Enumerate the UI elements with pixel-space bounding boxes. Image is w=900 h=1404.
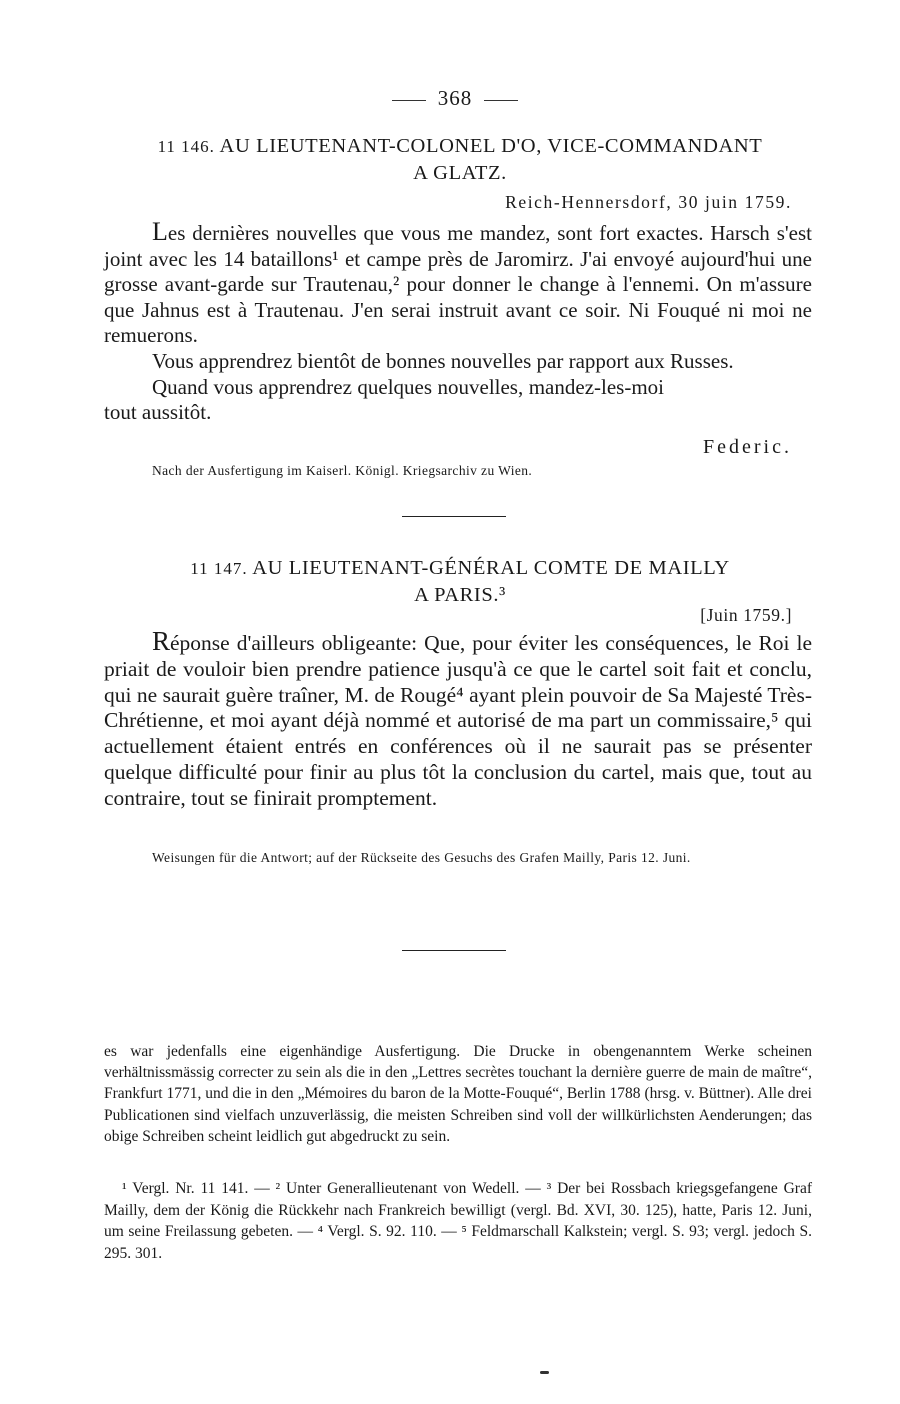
- letter-2-paragraph: Réponse d'ailleurs obligeante: Que, pour éviter les conséquences, le Roi le priait de vouloir bien prendre patience jusqu'à ce que le cartel soit fait et conclu, qui ne saurait guère traîner, M. de Rougé⁴ ayant plein pouvoir de Sa Majesté Très-Chrétienne, et moi ayant déjà nommé et autorisé de ma part un commissaire,⁵ qui actuellement étaient entrés en conférences où il ne saurait pas se présenter quelque difficulté pour finir au plus tôt la conclusion du cartel, mais que, tout au contraire, tout se finirait promptement.: [104, 626, 812, 810]
- footnotes: ¹ Vergl. Nr. 11 141. — ² Unter Generallieutenant von Wedell. — ³ Der bei Rossbach kriegsgefangene Graf Mailly, dem der König die Rückkehr nach Frankreich bewilligt (vergl. Bd. XVI, 30. 125), hatte, Paris 12. Juni, um seine Freilassung gebeten. — ⁴ Vergl. S. 92. 110. — ⁵ Feldmarschall Kalkstein; vergl. S. 93; vergl. jedoch S. 295. 301.: [104, 1180, 812, 1262]
- section-divider-1: [402, 516, 506, 517]
- letter-1-body: [104, 219, 812, 426]
- page-number: 368: [0, 86, 900, 111]
- letter-1-paragraph-2: Vous apprendrez bientôt de bonnes nouvelles par rapport aux Russes.: [152, 348, 734, 373]
- letter-2-source: Weisungen für die Antwort; auf der Rückseite des Gesuchs des Grafen Mailly, Paris 12. Juni.: [152, 850, 691, 865]
- letter-1-place-date: Reich-Hennersdorf, 30 juin 1759.: [505, 192, 792, 212]
- letter-1-source: Nach der Ausfertigung im Kaiserl. Königl. Kriegsarchiv zu Wien.: [152, 463, 533, 478]
- letter-2-body: [104, 626, 812, 812]
- letter-1-paragraph-1: Les dernières nouvelles que vous me mandez, sont fort exactes. Harsch s'est joint avec les 14 bataillons¹ et campe près de Jaromirz. J'ai envoyé aujourd'hui une grosse avant-garde sur Trautenau,² pour donner le change à l'ennemi. On m'assure que Jahnus est à Trautenau. J'en serai instruit avant ce soir. Ni Fouqué ni moi ne remuerons.: [104, 217, 812, 348]
- letter-1-paragraph-3: Quand vous apprendrez quelques nouvelles, mandez-les-moi tout aussitôt.: [104, 374, 664, 425]
- continued-footnote: es war jedenfalls eine eigenhändige Ausfertigung. Die Drucke in obengenanntem Werke scheinen verhältnissmässig correcter zu sein als die in den „Lettres secrètes touchant la dernière guerre de main de maître“, Frankfurt 1771, und die in den „Mémoires du baron de la Motte-Fouqué“, Berlin 1788 (hrsg. v. Büttner). Alle drei Publicationen sind vielfach unzuverlässig, die meisten Schreiben sind voll der willkürlichsten Aenderungen; das obige Schreiben scheint leidlich gut abgedruckt zu sein.: [104, 1043, 812, 1145]
- letter-1-title-line-1: 11 146. AU LIEUTENANT-COLONEL D'O, VICE-COMMANDANT: [157, 135, 763, 157]
- letter-2-number: 11 147.: [190, 559, 248, 578]
- letter-1-signature: Federic.: [703, 436, 792, 458]
- letter-2-title-line-2: A PARIS.³: [414, 584, 506, 606]
- letter-2-heading: [104, 555, 816, 608]
- letter-2-date: [Juin 1759.]: [700, 605, 792, 625]
- page-mark: [540, 1371, 549, 1374]
- letter-2-title-line-1: 11 147. AU LIEUTENANT-GÉNÉRAL COMTE DE MAILLY: [190, 557, 730, 579]
- page-number-dash-left: [392, 100, 426, 101]
- page-number-dash-right: [484, 100, 518, 101]
- letter-1-number: 11 146.: [157, 137, 215, 156]
- letter-1-title-line-2: A GLATZ.: [413, 162, 507, 184]
- section-divider-2: [402, 950, 506, 951]
- letter-1-heading: [104, 133, 816, 186]
